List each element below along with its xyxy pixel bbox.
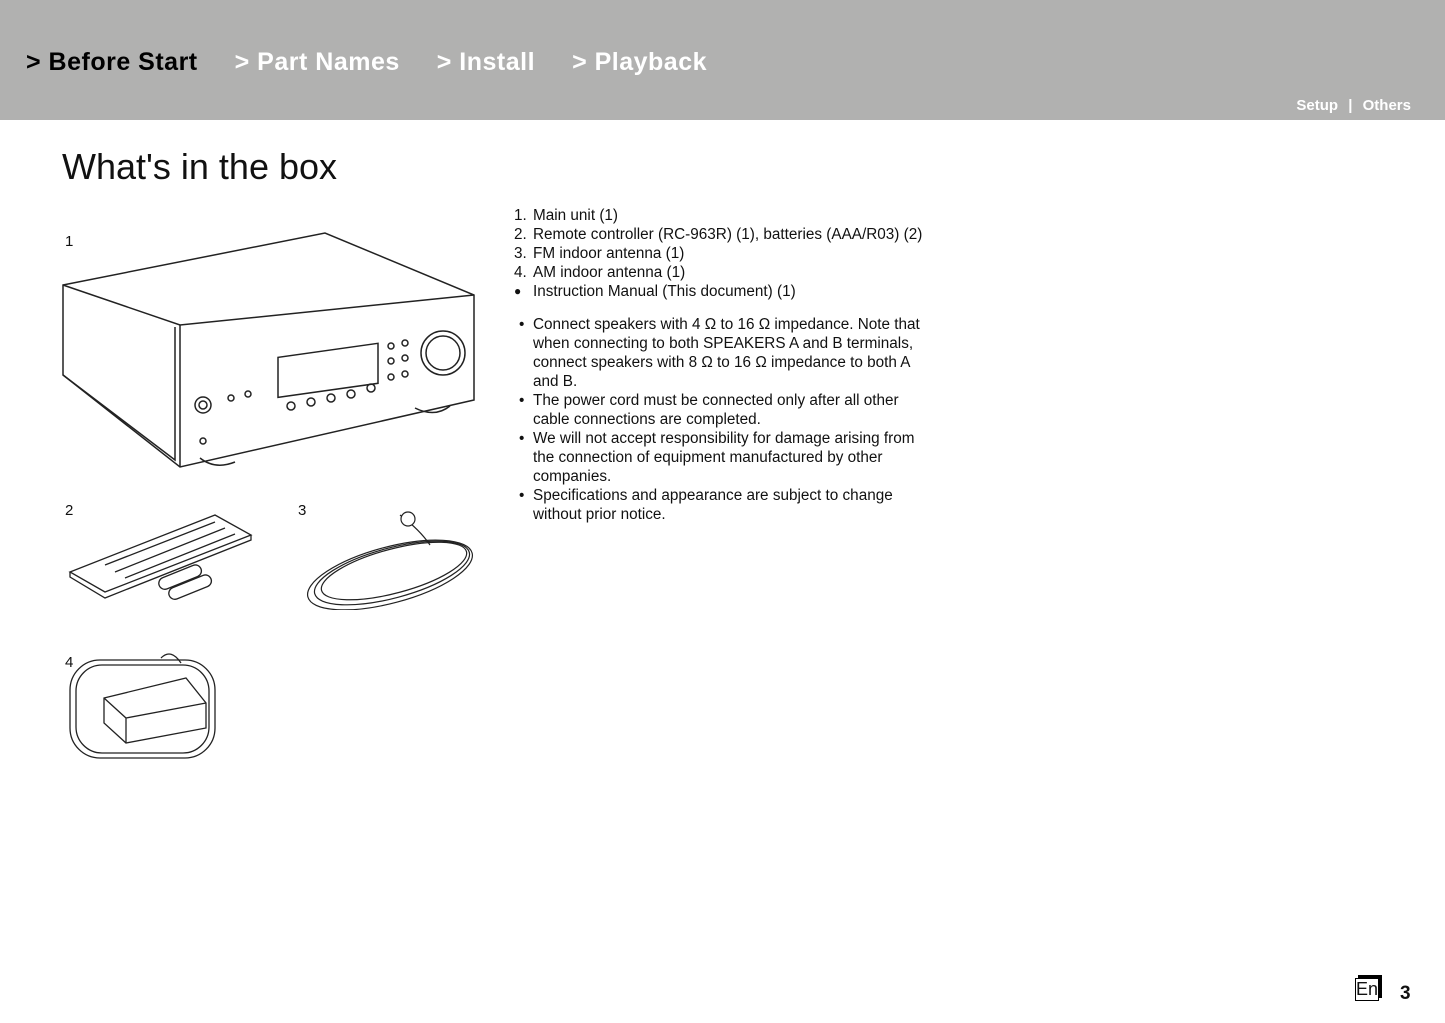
link-others[interactable]: Others	[1362, 97, 1411, 114]
note-item: • We will not accept responsibility for damage arising from the connection of equipment manufactured by other companies.	[514, 429, 934, 486]
figure-number: 4	[65, 654, 74, 671]
contents-list	[514, 206, 934, 524]
list-marker: 1.	[514, 207, 527, 224]
list-text: FM indoor antenna (1)	[533, 245, 685, 262]
list-marker: 3.	[514, 245, 527, 262]
am-antenna-illustration	[66, 648, 221, 763]
note-item: • Connect speakers with 4 Ω to 16 Ω impedance. Note that when connecting to both SPEAKERS A and B terminals, connect speakers with 8 Ω to 16 Ω impedance to both A and B.	[514, 315, 934, 391]
list-item	[514, 206, 934, 225]
list-marker: 2.	[514, 226, 527, 243]
sub-nav	[1296, 97, 1411, 114]
note-text: Connect speakers with 4 Ω to 16 Ω impedance. Note that when connecting to both SPEAKERS A and B terminals, connect speakers with 8 Ω to 16 Ω impedance to both A and B.	[533, 316, 920, 390]
separator: |	[1348, 97, 1353, 114]
fm-antenna-illustration	[300, 505, 480, 610]
page-title: What's in the box	[62, 146, 338, 187]
language-badge: En	[1356, 979, 1379, 999]
nav-before-start[interactable]: > Before Start	[26, 48, 198, 76]
note-text: The power cord must be connected only after all other cable connections are completed.	[533, 392, 899, 428]
figure-number: 3	[298, 502, 307, 519]
section-nav	[26, 48, 707, 77]
list-item	[514, 282, 934, 301]
list-marker: 4.	[514, 264, 527, 281]
link-setup[interactable]: Setup	[1296, 97, 1339, 114]
list-text: Remote controller (RC-963R) (1), batteries (AAA/R03) (2)	[533, 226, 923, 243]
list-text: Main unit (1)	[533, 207, 619, 224]
note-item: • Specifications and appearance are subject to change without prior notice.	[514, 486, 934, 524]
page-number: 3	[1400, 983, 1411, 1004]
figure-number: 1	[65, 233, 74, 250]
list-item	[514, 244, 934, 263]
list-text: AM indoor antenna (1)	[533, 264, 686, 281]
nav-playback[interactable]: > Playback	[572, 48, 708, 76]
list-item	[514, 263, 934, 282]
note-item: • The power cord must be connected only after all other cable connections are completed.	[514, 391, 934, 429]
nav-install[interactable]: > Install	[436, 48, 536, 76]
list-marker: ●	[514, 284, 522, 298]
list-text: Instruction Manual (This document) (1)	[533, 283, 796, 300]
note-text: We will not accept responsibility for damage arising from the connection of equipment manufactured by other companies.	[533, 430, 915, 485]
remote-controller-illustration	[65, 510, 260, 610]
figure-number: 2	[65, 502, 74, 519]
list-item	[514, 225, 934, 244]
header-bar	[0, 0, 1445, 120]
main-unit-illustration	[60, 230, 480, 470]
note-text: Specifications and appearance are subject to change without prior notice.	[533, 487, 893, 523]
nav-part-names[interactable]: > Part Names	[234, 48, 400, 76]
